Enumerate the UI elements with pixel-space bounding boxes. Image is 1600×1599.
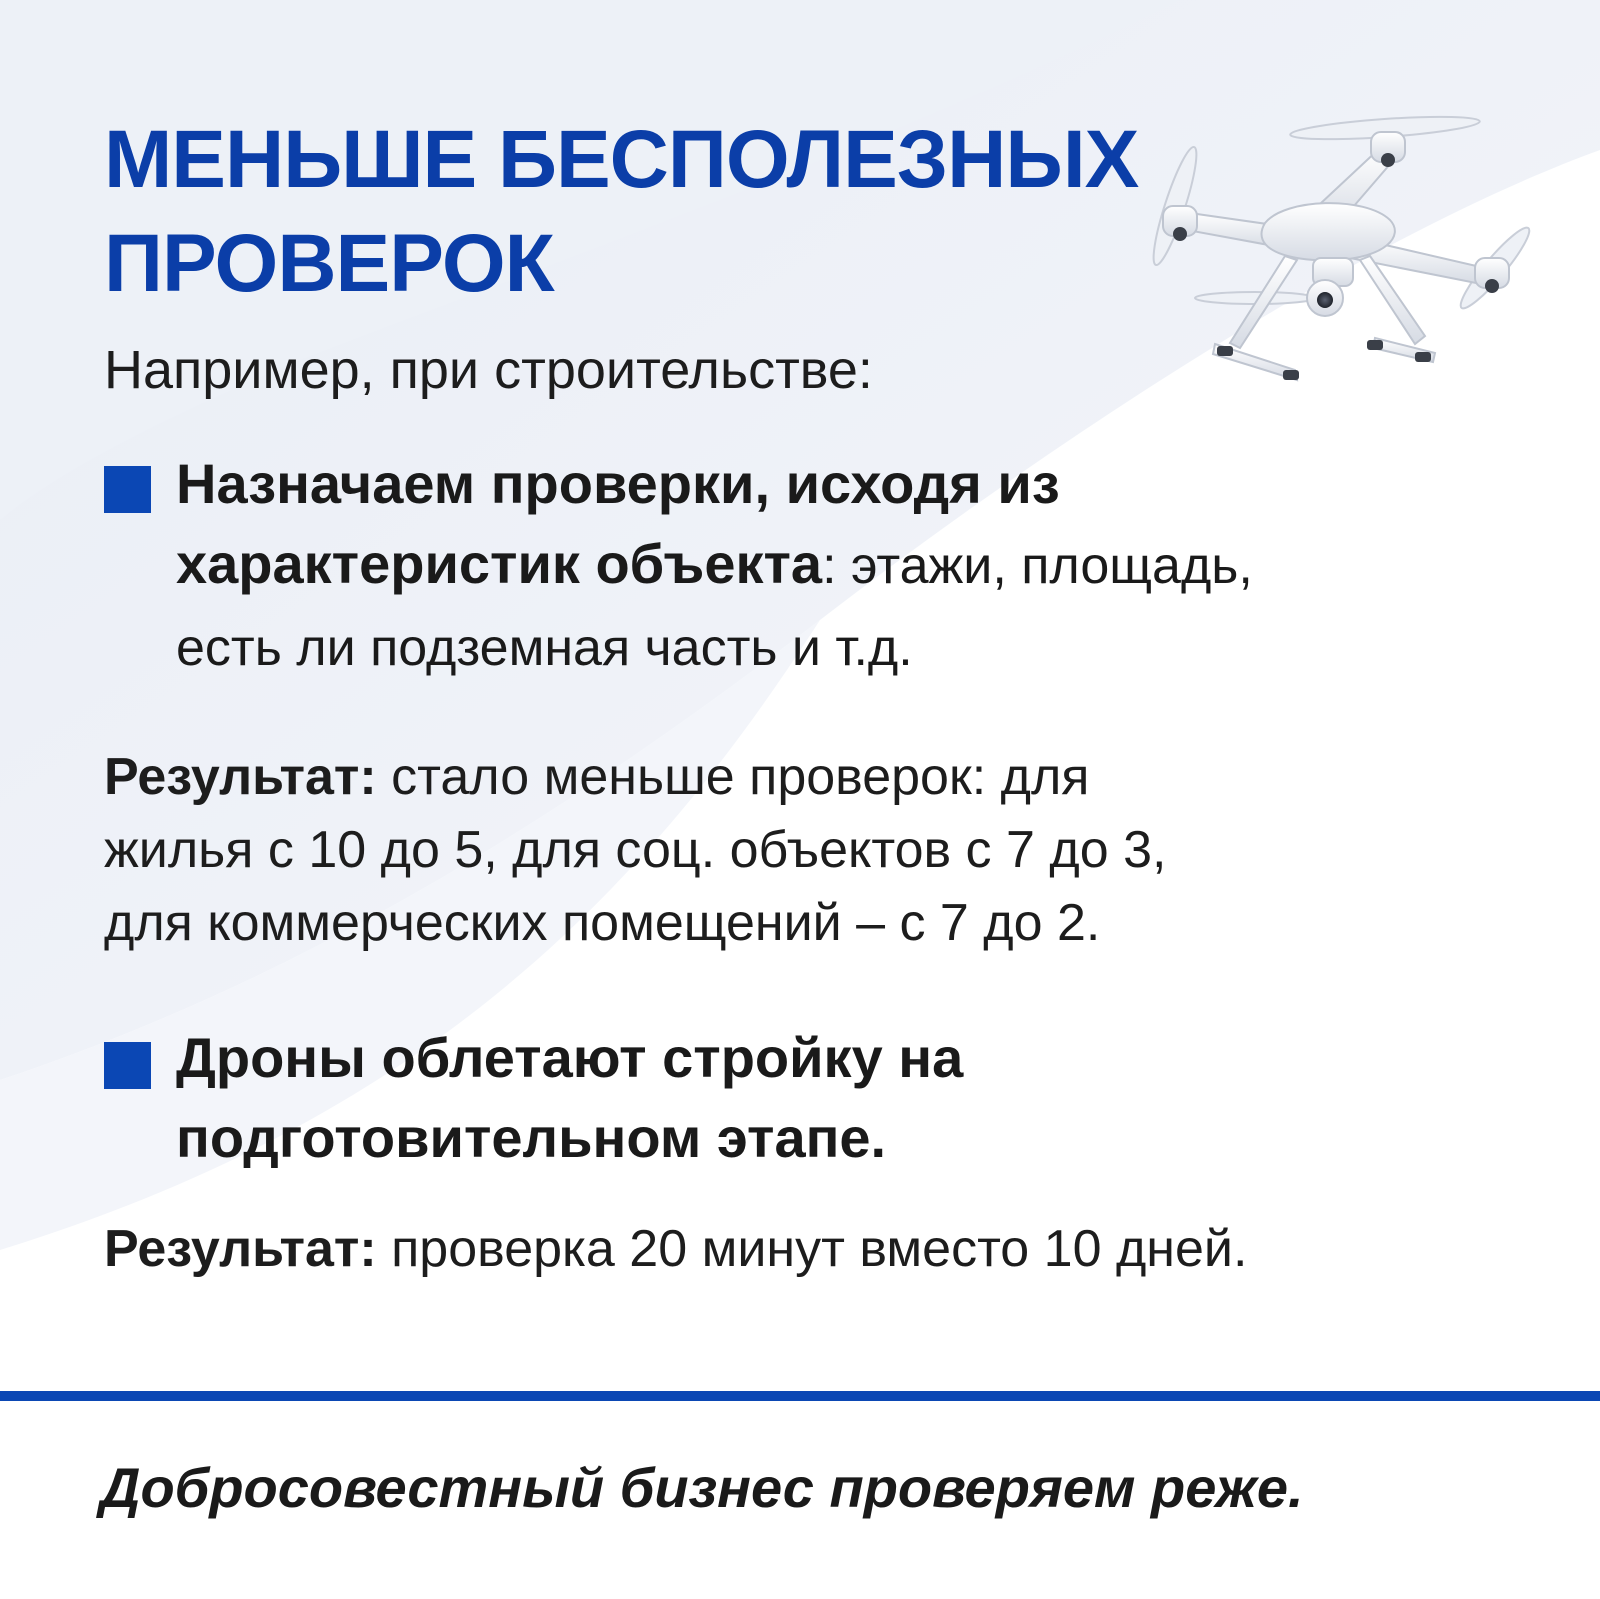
result-1-line-2: жилья с 10 до 5, для соц. объектов с 7 до 3,	[104, 821, 1167, 879]
result-2-line-1: проверка 20 минут вместо 10 дней.	[376, 1220, 1248, 1278]
square-bullet-icon	[104, 1042, 151, 1089]
drone-icon	[1135, 108, 1555, 398]
result-2	[104, 1213, 1504, 1286]
bullet-1-rest: : этажи, площадь,	[822, 537, 1253, 595]
square-bullet-icon	[104, 466, 151, 513]
footer-slogan: Добросовестный бизнес проверяем реже.	[100, 1456, 1304, 1519]
bullet-1-bold-line-1: Назначаем проверки, исходя из	[176, 452, 1060, 515]
result-1-line-3: для коммерческих помещений – с 7 до 2.	[104, 894, 1101, 952]
page-title	[104, 108, 1164, 316]
bullet-text-2	[176, 1018, 1566, 1178]
bullet-2-bold-line-1: Дроны облетают стройку на	[176, 1026, 964, 1089]
bullet-text-1	[176, 444, 1566, 688]
result-1	[104, 741, 1504, 960]
title-line-2: ПРОВЕРОК	[104, 218, 554, 309]
result-2-label: Результат:	[104, 1220, 377, 1278]
divider	[0, 1391, 1600, 1401]
bullet-2-bold-line-2: подготовительном этапе.	[176, 1106, 887, 1169]
result-1-line-1: стало меньше проверок: для	[376, 748, 1090, 806]
intro-text: Например, при строительстве:	[104, 340, 873, 400]
bullet-1-line-3: есть ли подземная часть и т.д.	[176, 619, 913, 677]
result-1-label: Результат:	[104, 748, 377, 806]
title-line-1: МЕНЬШЕ БЕСПОЛЕЗНЫХ	[104, 114, 1139, 205]
bullet-1-bold-line-2: характеристик объекта	[176, 532, 823, 595]
